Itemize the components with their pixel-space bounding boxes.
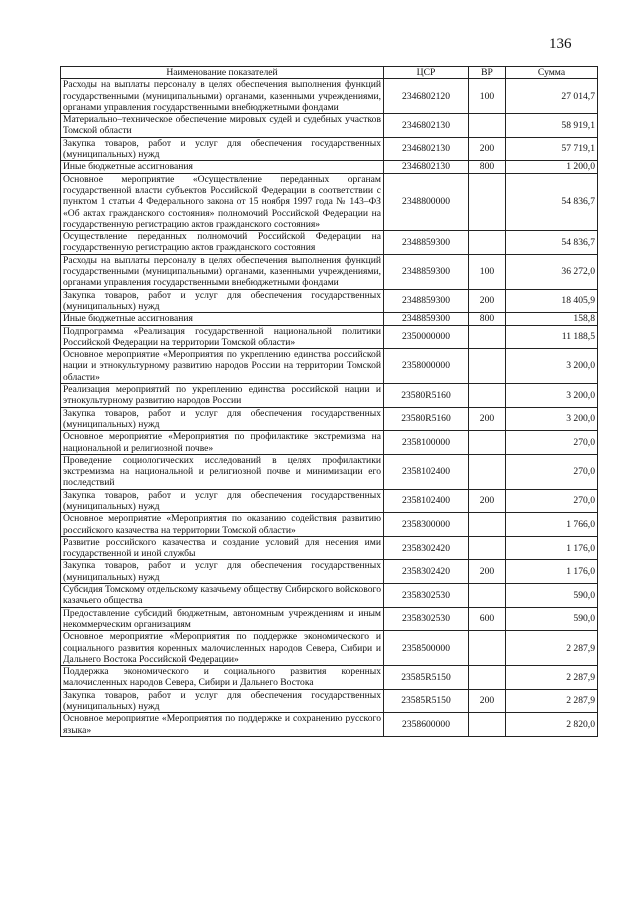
cell-sum: 11 188,5 xyxy=(506,325,598,349)
cell-code: 2358500000 xyxy=(384,631,469,666)
cell-sum: 158,8 xyxy=(506,313,598,325)
cell-sum: 54 836,7 xyxy=(506,173,598,230)
cell-vr xyxy=(469,631,506,666)
header-name: Наименование показателей xyxy=(61,67,384,79)
cell-code: 2358300000 xyxy=(384,513,469,537)
cell-code: 2358302420 xyxy=(384,560,469,584)
cell-sum: 18 405,9 xyxy=(506,289,598,313)
table-row xyxy=(61,666,598,690)
table-row xyxy=(61,289,598,313)
cell-code: 2358000000 xyxy=(384,349,469,384)
cell-code: 2346802130 xyxy=(384,161,469,173)
page-number: 136 xyxy=(549,36,572,52)
cell-sum: 590,0 xyxy=(506,584,598,608)
cell-name: Материально–техническое обеспечение мировых судей и судебных участков Томской области xyxy=(61,114,384,138)
cell-vr: 200 xyxy=(469,137,506,161)
table-row xyxy=(61,173,598,230)
cell-name: Основное мероприятие «Мероприятия по профилактике экстремизма на национальной и религиозной почве» xyxy=(61,431,384,455)
cell-vr xyxy=(469,536,506,560)
table-row xyxy=(61,536,598,560)
cell-name: Проведение социологических исследований в целях профилактики экстремизма на национальной и религиозной почве и минимизации его последствий xyxy=(61,454,384,489)
table-row xyxy=(61,325,598,349)
cell-name: Реализация мероприятий по укреплению единства российской нации и этнокультурному развитию народов России xyxy=(61,384,384,408)
table-row xyxy=(61,584,598,608)
cell-code: 23585R5150 xyxy=(384,666,469,690)
cell-sum: 2 287,9 xyxy=(506,689,598,713)
cell-vr xyxy=(469,713,506,737)
cell-sum: 2 820,0 xyxy=(506,713,598,737)
cell-sum: 1 176,0 xyxy=(506,560,598,584)
table-row xyxy=(61,431,598,455)
table-row xyxy=(61,313,598,325)
cell-name: Закупка товаров, работ и услуг для обеспечения государственных (муниципальных) нужд xyxy=(61,560,384,584)
cell-name: Субсидия Томскому отдельскому казачьему обществу Сибирского войскового казачьего общества xyxy=(61,584,384,608)
table-row xyxy=(61,384,598,408)
cell-sum: 36 272,0 xyxy=(506,254,598,289)
cell-sum: 3 200,0 xyxy=(506,407,598,431)
cell-vr xyxy=(469,325,506,349)
cell-code: 23585R5150 xyxy=(384,689,469,713)
table-row xyxy=(61,114,598,138)
budget-table xyxy=(60,66,598,737)
cell-vr xyxy=(469,666,506,690)
cell-name: Основное мероприятие «Мероприятия по укреплению единства российской нации и этнокультурному развитию народов России на территории Томской области» xyxy=(61,349,384,384)
cell-vr xyxy=(469,114,506,138)
header-code: ЦСР xyxy=(384,67,469,79)
cell-name: Иные бюджетные ассигнования xyxy=(61,161,384,173)
cell-vr: 100 xyxy=(469,79,506,114)
table-row xyxy=(61,513,598,537)
cell-code: 2358302530 xyxy=(384,607,469,631)
table-row xyxy=(61,231,598,255)
cell-vr xyxy=(469,431,506,455)
cell-vr: 800 xyxy=(469,161,506,173)
cell-sum: 270,0 xyxy=(506,489,598,513)
cell-code: 23580R5160 xyxy=(384,407,469,431)
table-row xyxy=(61,560,598,584)
cell-name: Основное мероприятие «Мероприятия по поддержке экономического и социального развития коренных малочисленных народов Севера, Сибири и Дальнего Востока Российской Федерации» xyxy=(61,631,384,666)
cell-name: Закупка товаров, работ и услуг для обеспечения государственных (муниципальных) нужд xyxy=(61,289,384,313)
table-row xyxy=(61,689,598,713)
cell-vr xyxy=(469,173,506,230)
cell-vr: 200 xyxy=(469,560,506,584)
cell-code: 2358302530 xyxy=(384,584,469,608)
cell-code: 2358302420 xyxy=(384,536,469,560)
cell-code: 2348859300 xyxy=(384,289,469,313)
table-row xyxy=(61,607,598,631)
cell-sum: 3 200,0 xyxy=(506,384,598,408)
table-row xyxy=(61,454,598,489)
cell-vr: 100 xyxy=(469,254,506,289)
cell-name: Основное мероприятие «Мероприятия по оказанию содействия развитию российского казачества на территории Томской области» xyxy=(61,513,384,537)
cell-sum: 1 200,0 xyxy=(506,161,598,173)
cell-name: Предоставление субсидий бюджетным, автономным учреждениям и иным некоммерческим организациям xyxy=(61,607,384,631)
table-header-row xyxy=(61,67,598,79)
cell-code: 2346802130 xyxy=(384,137,469,161)
table-row xyxy=(61,349,598,384)
cell-code: 2358600000 xyxy=(384,713,469,737)
table-row xyxy=(61,254,598,289)
cell-vr: 200 xyxy=(469,407,506,431)
cell-sum: 270,0 xyxy=(506,454,598,489)
table-row xyxy=(61,407,598,431)
table-row xyxy=(61,713,598,737)
cell-code: 2348859300 xyxy=(384,254,469,289)
cell-name: Закупка товаров, работ и услуг для обеспечения государственных (муниципальных) нужд xyxy=(61,137,384,161)
cell-code: 2348859300 xyxy=(384,313,469,325)
cell-sum: 2 287,9 xyxy=(506,631,598,666)
cell-code: 2346802130 xyxy=(384,114,469,138)
cell-sum: 1 766,0 xyxy=(506,513,598,537)
header-sum: Сумма xyxy=(506,67,598,79)
cell-sum: 57 719,1 xyxy=(506,137,598,161)
cell-vr xyxy=(469,584,506,608)
cell-sum: 590,0 xyxy=(506,607,598,631)
cell-code: 2358102400 xyxy=(384,454,469,489)
cell-sum: 2 287,9 xyxy=(506,666,598,690)
cell-name: Закупка товаров, работ и услуг для обеспечения государственных (муниципальных) нужд xyxy=(61,689,384,713)
cell-vr xyxy=(469,454,506,489)
cell-code: 2346802120 xyxy=(384,79,469,114)
cell-name: Осуществление переданных полномочий Российской Федерации на государственную регистрацию актов гражданского состояния xyxy=(61,231,384,255)
table-row xyxy=(61,489,598,513)
cell-code: 2358102400 xyxy=(384,489,469,513)
table-row xyxy=(61,631,598,666)
cell-vr xyxy=(469,513,506,537)
cell-name: Развитие российского казачества и создание условий для несения ими государственной и иной службы xyxy=(61,536,384,560)
cell-name: Закупка товаров, работ и услуг для обеспечения государственных (муниципальных) нужд xyxy=(61,489,384,513)
cell-code: 2358100000 xyxy=(384,431,469,455)
cell-code: 23580R5160 xyxy=(384,384,469,408)
cell-name: Расходы на выплаты персоналу в целях обеспечения выполнения функций государственными (муниципальными) органами, казенными учреждениями, органами управления государственными внебюджетными фондами xyxy=(61,254,384,289)
cell-name: Расходы на выплаты персоналу в целях обеспечения выполнения функций государственными (муниципальными) органами, казенными учреждениями, органами управления государственными внебюджетными фондами xyxy=(61,79,384,114)
cell-vr: 200 xyxy=(469,289,506,313)
cell-vr: 800 xyxy=(469,313,506,325)
table-body xyxy=(61,79,598,737)
table-row xyxy=(61,161,598,173)
cell-sum: 54 836,7 xyxy=(506,231,598,255)
table-row xyxy=(61,79,598,114)
cell-code: 2348859300 xyxy=(384,231,469,255)
cell-sum: 27 014,7 xyxy=(506,79,598,114)
cell-sum: 3 200,0 xyxy=(506,349,598,384)
cell-sum: 58 919,1 xyxy=(506,114,598,138)
cell-name: Поддержка экономического и социального развития коренных малочисленных народов Севера, Сибири и Дальнего Востока xyxy=(61,666,384,690)
cell-vr: 200 xyxy=(469,489,506,513)
cell-vr: 600 xyxy=(469,607,506,631)
cell-code: 2348800000 xyxy=(384,173,469,230)
cell-name: Иные бюджетные ассигнования xyxy=(61,313,384,325)
cell-vr xyxy=(469,349,506,384)
cell-name: Основное мероприятие «Осуществление переданных органам государственной власти субъектов Российской Федерации в соответствии с пунктом 1 статьи 4 Федерального закона от 15 ноября 1997 года № 143–ФЗ «Об актах гражданского состояния» полномочий Российской Федерации на государственную регистрацию актов гражданского состояния» xyxy=(61,173,384,230)
cell-name: Закупка товаров, работ и услуг для обеспечения государственных (муниципальных) нужд xyxy=(61,407,384,431)
cell-vr: 200 xyxy=(469,689,506,713)
cell-name: Подпрограмма «Реализация государственной национальной политики Российской Федерации на территории Томской области» xyxy=(61,325,384,349)
cell-name: Основное мероприятие «Мероприятия по поддержке и сохранению русского языка» xyxy=(61,713,384,737)
cell-vr xyxy=(469,384,506,408)
table-row xyxy=(61,137,598,161)
cell-vr xyxy=(469,231,506,255)
header-vr: ВР xyxy=(469,67,506,79)
cell-sum: 270,0 xyxy=(506,431,598,455)
cell-sum: 1 176,0 xyxy=(506,536,598,560)
cell-code: 2350000000 xyxy=(384,325,469,349)
